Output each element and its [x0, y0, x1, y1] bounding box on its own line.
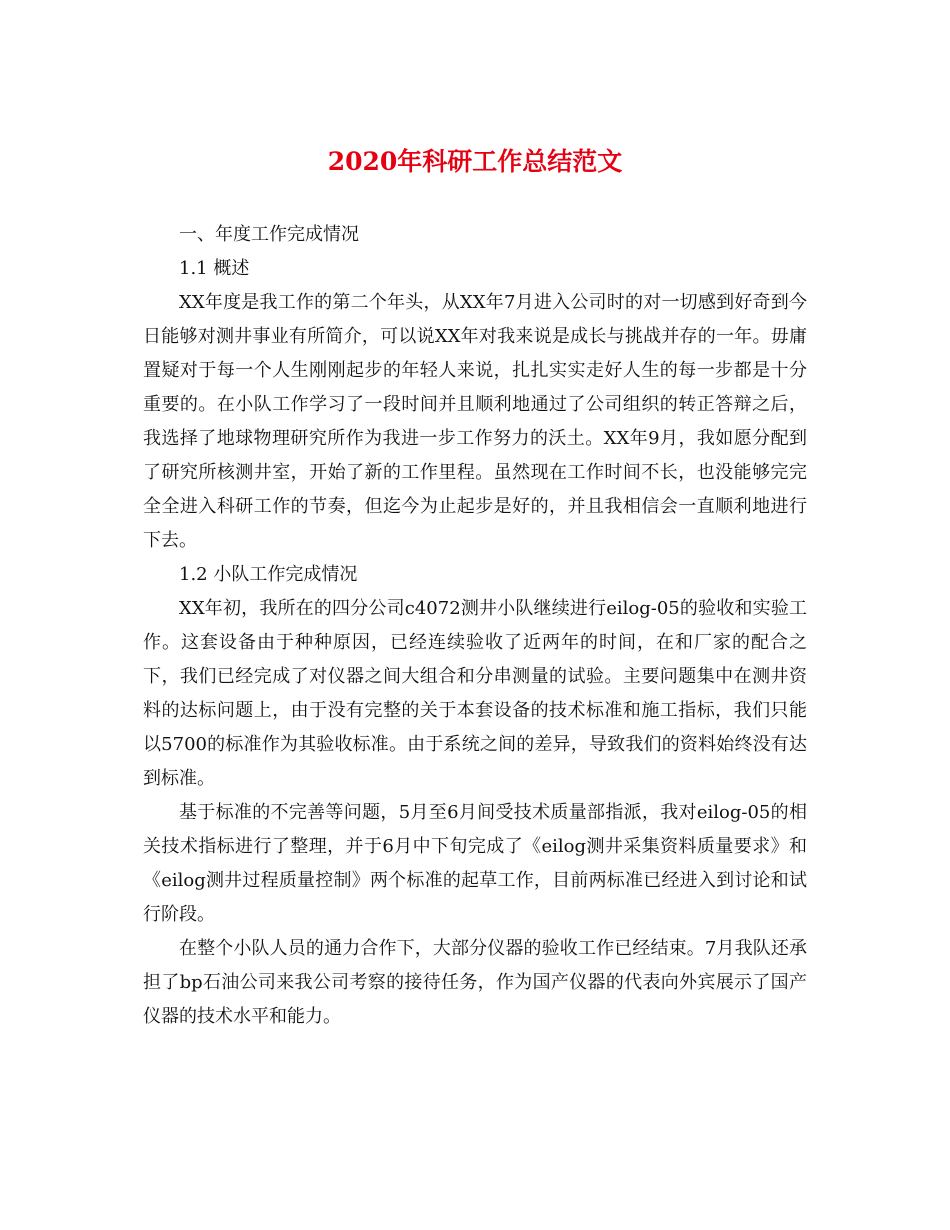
paragraph-team-work: XX年初，我所在的四分公司c4072测井小队继续进行eilog-05的验收和实验工作。这套设备由于种种原因，已经连续验收了近两年的时间，在和厂家的配合之下，我们已经完成了对仪器之间大组合和分串测量的试验。主要问题集中在测井资料的达标问题上，由于没有完整的关于本套设备的技术标准和施工指标，我们只能以5700的标准作为其验收标准。由于系统之间的差异，导致我们的资料始终没有达到标准。	[143, 598, 807, 789]
section-heading: 一、年度工作完成情况	[179, 224, 359, 245]
document-body	[143, 218, 807, 1034]
paragraph-standards: 基于标准的不完善等问题，5月至6月间受技术质量部指派，我对eilog-05的相关技术指标进行了整理，并于6月中下旬完成了《eilog测井采集资料质量要求》和《eilog测井过程质量控制》两个标准的起草工作，目前两标准已经进入到讨论和试行阶段。	[143, 802, 807, 925]
subsection-heading-team-work: 1.2 小队工作完成情况	[179, 564, 358, 585]
subsection-heading-overview: 1.1 概述	[179, 258, 250, 279]
paragraph-overview: XX年度是我工作的第二个年头，从XX年7月进入公司时的对一切感到好奇到今日能够对测井事业有所简介，可以说XX年对我来说是成长与挑战并存的一年。毋庸置疑对于每一个人生刚刚起步的年轻人来说，扎扎实实走好人生的每一步都是十分重要的。在小队工作学习了一段时间并且顺利地通过了公司组织的转正答辩之后，我选择了地球物理研究所作为我进一步工作努力的沃土。XX年9月，我如愿分配到了研究所核测井室，开始了新的工作里程。虽然现在工作时间不长，也没能够完完全全进入科研工作的节奏，但迄今为止起步是好的，并且我相信会一直顺利地进行下去。	[143, 292, 807, 551]
document-title: 2020年科研工作总结范文	[327, 147, 623, 176]
paragraph-acceptance: 在整个小队人员的通力合作下，大部分仪器的验收工作已经结束。7月我队还承担了bp石油公司来我公司考察的接待任务，作为国产仪器的代表向外宾展示了国产仪器的技术水平和能力。	[143, 938, 807, 1027]
